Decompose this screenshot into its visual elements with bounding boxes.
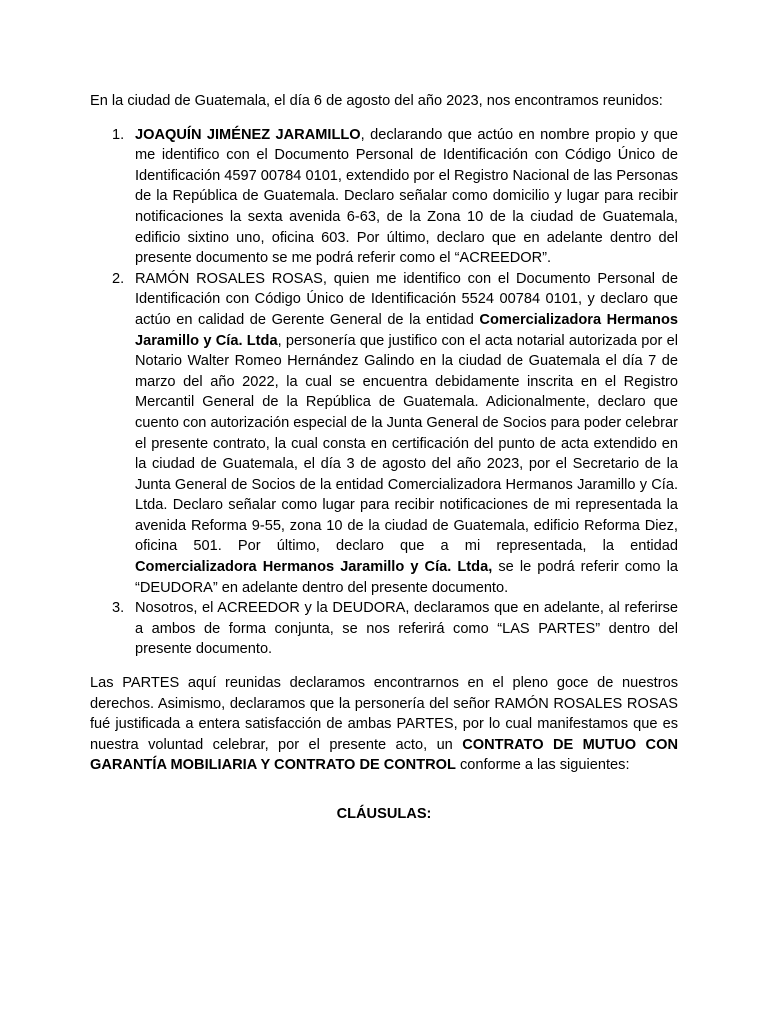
party-3-text: Nosotros, el ACREEDOR y la DEUDORA, declaramos que en adelante, al referirse a ambos de forma conjunta, se nos referirá como “LAS PARTES” dentro del presente documento. xyxy=(135,600,678,658)
list-item-party-2 xyxy=(90,269,678,599)
debtor-entity-name: Comercializadora Hermanos Jaramillo y Cía. Ltda xyxy=(135,311,678,349)
contract-title: CONTRATO DE MUTUO CON GARANTÍA MOBILIARIA Y CONTRATO DE CONTROL xyxy=(90,736,678,774)
creditor-name: JOAQUÍN JIMÉNEZ JARAMILLO xyxy=(135,126,361,143)
list-item-party-3 xyxy=(90,598,678,660)
list-number: 3. xyxy=(112,600,125,617)
party-2-text-2: , personería que justifico con el acta notarial autorizada por el Notario Walter Romeo Hernández Galindo en la ciudad de Guatemala el día 7 de marzo del año 2022, la cual se encuentra debidamente inscrita en el Registro Mercantil General de la República de Guatemala. Adicionalmente, declaro que cuento con autorización especial de la Junta General de Socios para poder celebrar el presente contrato, la cual consta en certificación del punto de acta extendido en la ciudad de Guatemala, el día 3 de agosto del año 2023, por el Secretario de la Junta General de Socios de la entidad Comercializadora Hermanos Jaramillo y Cía. Ltda. Declaro señalar como lugar para recibir notificaciones de mi representada la avenida Reforma 9-55, zona 10 de la ciudad de Guatemala, edificio Reforma Diez, oficina 501. Por último, declaro que a mi representada, la entidad xyxy=(135,332,679,555)
list-number: 2. xyxy=(112,270,125,287)
party-1-text: , declarando que actúo en nombre propio y que me identifico con el Documento Personal de Identificación con Código Único de Identificación 4597 00784 0101, extendido por el Registro Nacional de las Personas de la República de Guatemala. Declaro señalar como domicilio y lugar para recibir notificaciones la sexta avenida 6-63, de la Zona 10 de la ciudad de Guatemala, edificio sixtino uno, oficina 603. Por último, declaro que en adelante dentro del presente documento se me podrá referir como el “ACREEDOR”. xyxy=(135,126,679,267)
list-number: 1. xyxy=(112,126,125,143)
debtor-entity-name-repeat: Comercializadora Hermanos Jaramillo y Cía. Ltda, xyxy=(135,559,493,576)
declaration-text-2: conforme a las siguientes: xyxy=(455,757,630,774)
list-item-party-1 xyxy=(90,125,678,269)
declaration-text-1: Las PARTES aquí reunidas declaramos encontrarnos en el pleno goce de nuestros derechos. Asimismo, declaramos que la personería del señor RAMÓN ROSALES ROSAS fué justificada a entera satisfacción de ambas PARTES, por lo cual manifestamos que es nuestra voluntad celebrar, por el presente acto, un xyxy=(90,675,678,753)
parties-list xyxy=(90,125,678,660)
document-page xyxy=(90,91,678,825)
party-2-text-1: RAMÓN ROSALES ROSAS, quien me identifico con el Documento Personal de Identificación con Código Único de Identificación 5524 00784 0101, y declaro que actúo en calidad de Gerente General de la entidad xyxy=(135,270,678,328)
party-2-text-3: se le podrá referir como la “DEUDORA” en adelante dentro del presente documento. xyxy=(135,559,678,596)
declaration-paragraph xyxy=(90,673,678,776)
clauses-heading: CLÁUSULAS: xyxy=(336,806,432,822)
intro-paragraph: En la ciudad de Guatemala, el día 6 de agosto del año 2023, nos encontramos reunidos: xyxy=(90,93,663,109)
